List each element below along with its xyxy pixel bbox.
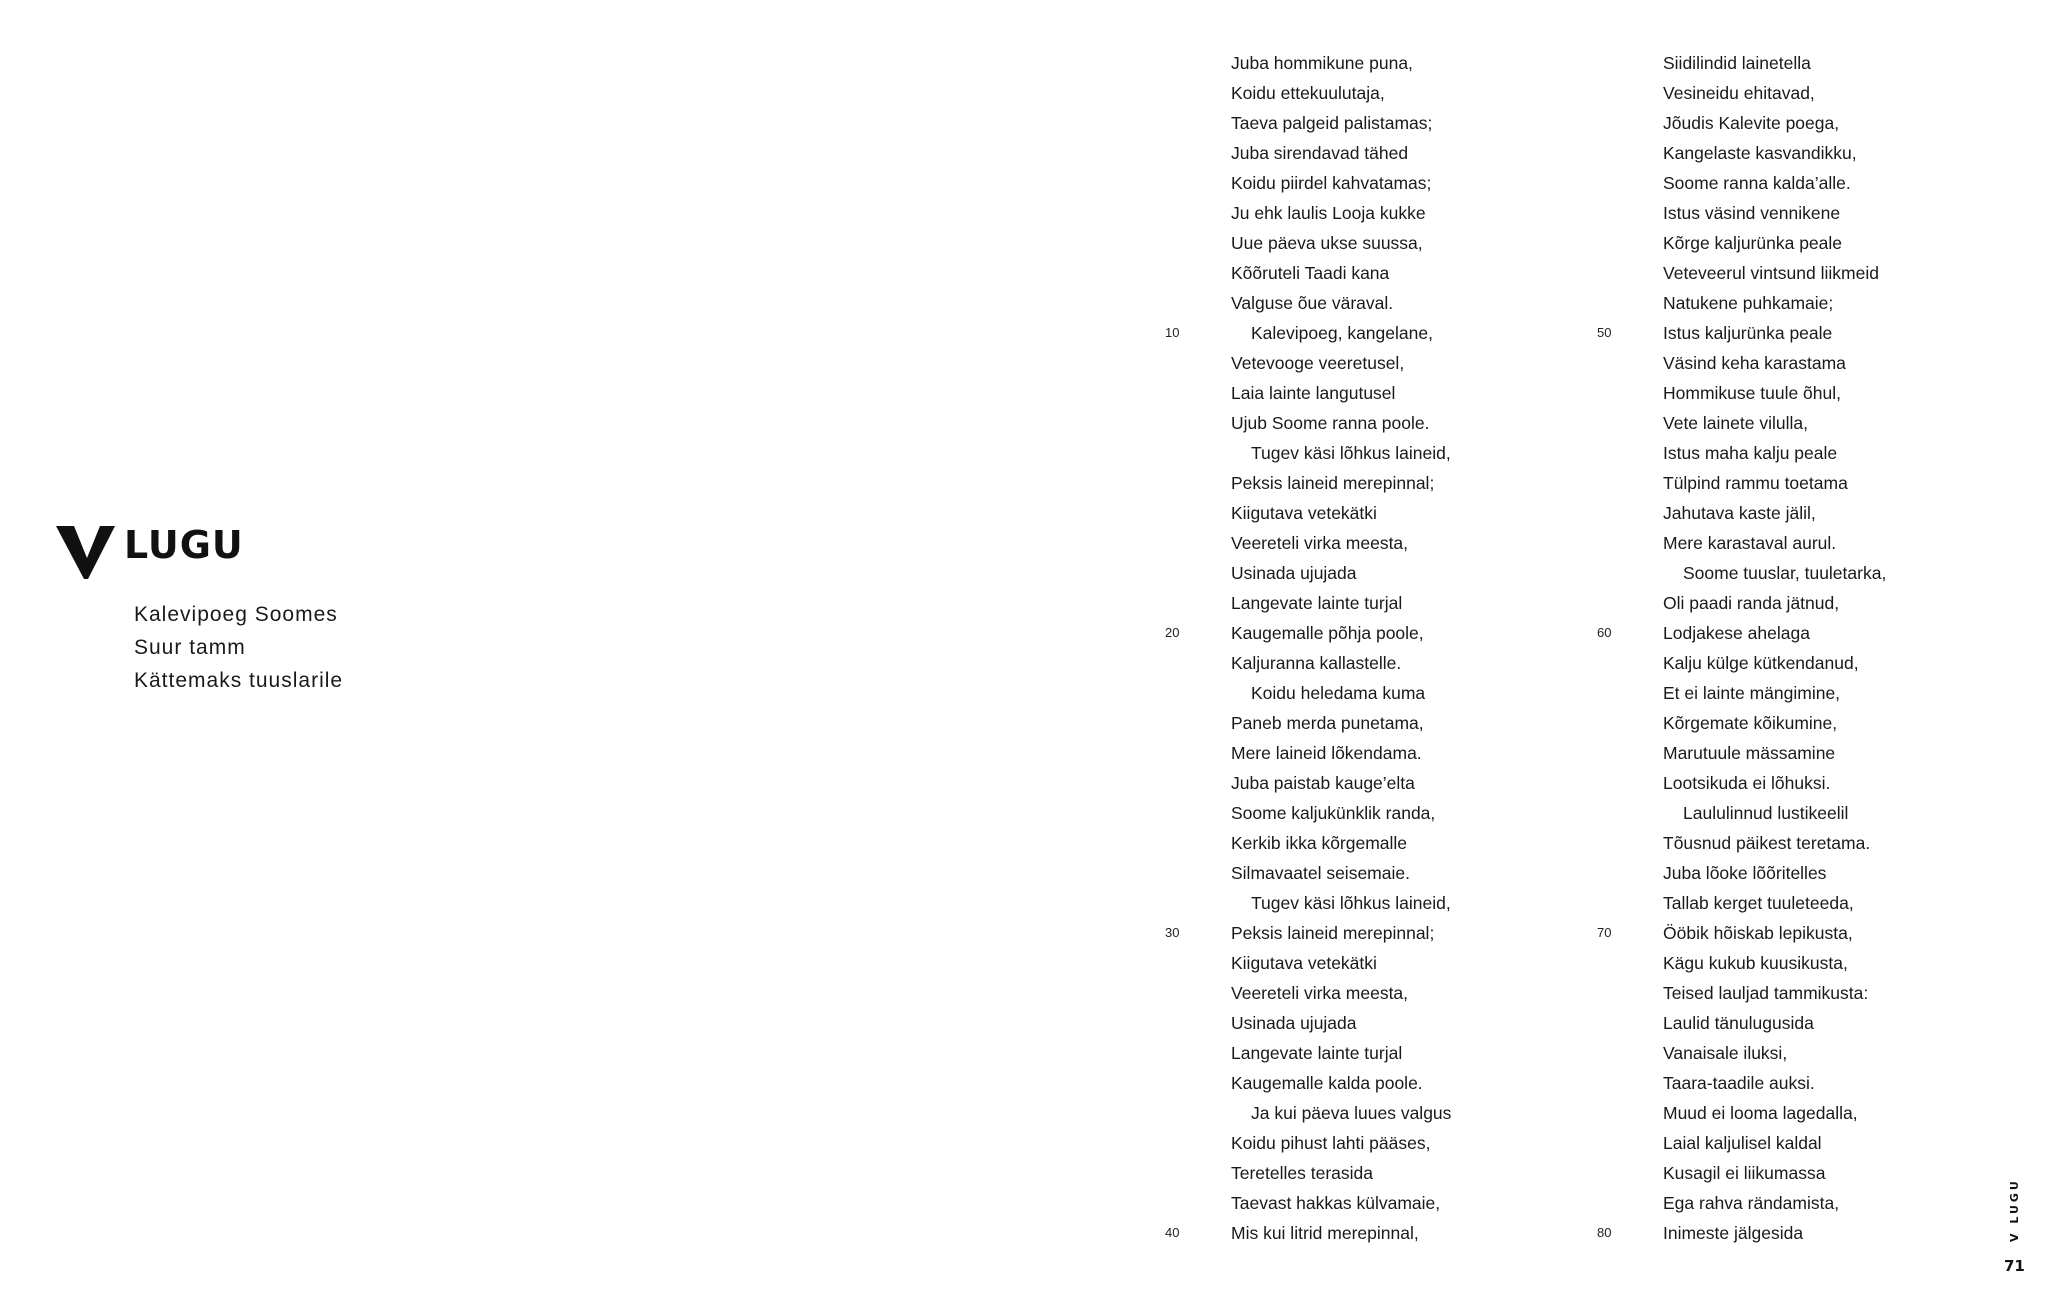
verse-text: Taeva palgeid palistamas; (1231, 113, 1433, 133)
verse-line (1663, 1158, 1963, 1188)
verse-line (1663, 1008, 1963, 1038)
verse-line (1231, 228, 1531, 258)
verse-line (1231, 1008, 1531, 1038)
verse-text: Veereteli virka meesta, (1231, 533, 1409, 553)
verse-line (1663, 888, 1963, 918)
verse-text: Kaugemalle põhja poole, (1231, 623, 1424, 643)
page-number: 71 (2004, 1257, 2025, 1275)
verse-text: Mere karastaval aurul. (1663, 533, 1837, 553)
verse-column-left (1165, 48, 1531, 1248)
verse-column-right (1597, 48, 1963, 1248)
verse-text: Lodjakese ahelaga (1663, 623, 1810, 643)
verse-text: Kangelaste kasvandikku, (1663, 143, 1857, 163)
verse-line (1231, 198, 1531, 228)
verse-text: Vete lainete vilulla, (1663, 413, 1808, 433)
verse-line (1231, 1068, 1531, 1098)
verse-text: Langevate lainte turjal (1231, 1043, 1403, 1063)
verse-line (1231, 978, 1531, 1008)
chapter-title (56, 524, 244, 582)
verse-line (1231, 678, 1531, 708)
verse-line (1231, 438, 1531, 468)
verse-line (1231, 528, 1531, 558)
verse-line (1663, 468, 1963, 498)
line-number: 10 (1165, 325, 1180, 340)
verse-text: Paneb merda punetama, (1231, 713, 1424, 733)
verse-line (1231, 348, 1531, 378)
verse-line (1663, 1038, 1963, 1068)
verse-text: Soome ranna kalda’alle. (1663, 173, 1851, 193)
verse-text: Silmavaatel seisemaie. (1231, 863, 1410, 883)
verse-text: Valguse õue väraval. (1231, 293, 1394, 313)
verse-text: Laulid tänulugusida (1663, 1013, 1814, 1033)
verse-text: Laululinnud lustikeelil (1683, 803, 1849, 823)
verse-text: Juba lõoke lõõritelles (1663, 863, 1827, 883)
verse-line (1231, 408, 1531, 438)
verse-line (1663, 828, 1963, 858)
verse-text: Ega rahva rändamista, (1663, 1193, 1840, 1213)
verse-line (1663, 1188, 1963, 1218)
verse-line (1663, 48, 1963, 78)
verse-line (1663, 768, 1963, 798)
verse-text: Juba sirendavad tähed (1231, 143, 1409, 163)
verse-text: Kõõruteli Taadi kana (1231, 263, 1390, 283)
verse-line (1231, 258, 1531, 288)
verse-line (1663, 558, 1963, 588)
verse-line (1597, 318, 1963, 348)
verse-text: Lootsikuda ei lõhuksi. (1663, 773, 1831, 793)
verse-line (1663, 678, 1963, 708)
verse-line (1663, 378, 1963, 408)
verse-text: Juba paistab kauge’elta (1231, 773, 1415, 793)
verse-text: Inimeste jälgesida (1663, 1223, 1804, 1243)
verse-text: Tõusnud päikest teretama. (1663, 833, 1871, 853)
verse-line (1231, 168, 1531, 198)
verse-line (1663, 288, 1963, 318)
verse-line (1231, 1098, 1531, 1128)
verse-line (1597, 918, 1963, 948)
verse-text: Vanaisale iluksi, (1663, 1043, 1788, 1063)
verse-text: Peksis laineid merepinnal; (1231, 923, 1435, 943)
verse-line (1663, 228, 1963, 258)
verse-text: Kalju külge kütkendanud, (1663, 653, 1859, 673)
verse-text: Istus maha kalju peale (1663, 443, 1838, 463)
verse-text: Hommikuse tuule õhul, (1663, 383, 1841, 403)
verse-line (1231, 378, 1531, 408)
verse-line (1231, 888, 1531, 918)
verse-text: Peksis laineid merepinnal; (1231, 473, 1435, 493)
verse-line (1231, 78, 1531, 108)
verse-line (1663, 1128, 1963, 1158)
verse-text: Kaugemalle kalda poole. (1231, 1073, 1423, 1093)
verse-line (1231, 1158, 1531, 1188)
verse-line (1663, 108, 1963, 138)
verse-line (1231, 48, 1531, 78)
verse-line (1663, 978, 1963, 1008)
verse-text: Teised lauljad tammikusta: (1663, 983, 1869, 1003)
chapter-word: LUGU (124, 523, 244, 567)
verse-line (1165, 1218, 1531, 1248)
verse-line (1231, 558, 1531, 588)
verse-line (1231, 708, 1531, 738)
verse-text: Kusagil ei liikumassa (1663, 1163, 1826, 1183)
verse-text: Jõudis Kalevite poega, (1663, 113, 1840, 133)
verse-line (1231, 108, 1531, 138)
verse-line (1231, 138, 1531, 168)
verse-text: Usinada ujujada (1231, 563, 1357, 583)
verse-line (1663, 348, 1963, 378)
verse-line (1663, 948, 1963, 978)
verse-line (1231, 468, 1531, 498)
verse-line (1663, 138, 1963, 168)
verse-text: Tülpind rammu toetama (1663, 473, 1848, 493)
verse-line (1663, 528, 1963, 558)
verse-text: Kägu kukub kuusikusta, (1663, 953, 1848, 973)
verse-line (1231, 1038, 1531, 1068)
verse-text: Tugev käsi lõhkus laineid, (1251, 893, 1451, 913)
verse-line (1663, 168, 1963, 198)
verse-text: Ujub Soome ranna poole. (1231, 413, 1430, 433)
line-number: 70 (1597, 925, 1612, 940)
verse-text: Kiigutava vetekätki (1231, 503, 1377, 523)
verse-line (1231, 1128, 1531, 1158)
verse-line (1663, 78, 1963, 108)
verse-line (1663, 798, 1963, 828)
verse-line (1597, 1218, 1963, 1248)
verse-text: Et ei lainte mängimine, (1663, 683, 1841, 703)
verse-text: Soome kaljukünklik randa, (1231, 803, 1436, 823)
verse-text: Kõrge kaljurünka peale (1663, 233, 1843, 253)
line-number: 80 (1597, 1225, 1612, 1240)
verse-line (1231, 768, 1531, 798)
verse-text: Ja kui päeva luues valgus (1251, 1103, 1452, 1123)
running-head-text: V LUGU (2008, 1178, 2021, 1242)
verse-line (1231, 948, 1531, 978)
verse-line (1663, 438, 1963, 468)
verse-text: Koidu pihust lahti pääses, (1231, 1133, 1431, 1153)
verse-text: Usinada ujujada (1231, 1013, 1357, 1033)
subtitle-3: Kättemaks tuuslarile (134, 669, 344, 692)
verse-text: Muud ei looma lagedalla, (1663, 1103, 1858, 1123)
verse-line (1231, 858, 1531, 888)
verse-text: Kaljuranna kallastelle. (1231, 653, 1402, 673)
verse-text: Koidu heledama kuma (1251, 683, 1426, 703)
verse-text: Taara-taadile auksi. (1663, 1073, 1815, 1093)
verse-line (1231, 498, 1531, 528)
verse-line (1597, 618, 1963, 648)
roman-numeral-v-icon (56, 524, 116, 580)
verse-text: Ju ehk laulis Looja kukke (1231, 203, 1426, 223)
verse-text: Vetevooge veeretusel, (1231, 353, 1405, 373)
subtitle-1: Kalevipoeg Soomes (134, 603, 338, 626)
verse-text: Tallab kerget tuuleteeda, (1663, 893, 1854, 913)
verse-text: Koidu piirdel kahvatamas; (1231, 173, 1432, 193)
verse-text: Kiigutava vetekätki (1231, 953, 1377, 973)
verse-text: Soome tuuslar, tuuletarka, (1683, 563, 1887, 583)
verse-text: Uue päeva ukse suussa, (1231, 233, 1423, 253)
line-number: 50 (1597, 325, 1612, 340)
verse-line (1231, 1188, 1531, 1218)
verse-text: Marutuule mässamine (1663, 743, 1836, 763)
verse-line (1663, 258, 1963, 288)
subtitle-2: Suur tamm (134, 636, 246, 659)
line-number: 30 (1165, 925, 1180, 940)
verse-line (1663, 708, 1963, 738)
running-head (1998, 1178, 2038, 1244)
verse-text: Laia lainte langutusel (1231, 383, 1396, 403)
verse-line (1663, 198, 1963, 228)
verse-text: Laial kaljulisel kaldal (1663, 1133, 1822, 1153)
line-number: 20 (1165, 625, 1180, 640)
verse-text: Jahutava kaste jälil, (1663, 503, 1816, 523)
verse-text: Vesineidu ehitavad, (1663, 83, 1815, 103)
verse-line (1165, 618, 1531, 648)
verse-line (1663, 738, 1963, 768)
verse-line (1663, 1098, 1963, 1128)
verse-text: Natukene puhkamaie; (1663, 293, 1834, 313)
verse-line (1663, 1068, 1963, 1098)
verse-text: Kerkib ikka kõrgemalle (1231, 833, 1408, 853)
verse-text: Kalevipoeg, kangelane, (1251, 323, 1433, 343)
verse-line (1231, 588, 1531, 618)
verse-text: Väsind keha karastama (1663, 353, 1846, 373)
verse-text: Teretelles terasida (1231, 1163, 1374, 1183)
verse-line (1231, 288, 1531, 318)
verse-text: Ööbik hõiskab lepikusta, (1663, 923, 1853, 943)
verse-text: Tugev käsi lõhkus laineid, (1251, 443, 1451, 463)
verse-line (1231, 738, 1531, 768)
verse-line (1165, 918, 1531, 948)
verse-text: Taevast hakkas külvamaie, (1231, 1193, 1441, 1213)
verse-text: Langevate lainte turjal (1231, 593, 1403, 613)
verse-line (1231, 648, 1531, 678)
verse-line (1663, 648, 1963, 678)
verse-text: Kõrgemate kõikumine, (1663, 713, 1838, 733)
verse-text: Oli paadi randa jätnud, (1663, 593, 1840, 613)
verse-line (1663, 858, 1963, 888)
verse-line (1663, 408, 1963, 438)
verse-text: Veteveerul vintsund liikmeid (1663, 263, 1879, 283)
verse-text: Istus väsind vennikene (1663, 203, 1841, 223)
verse-line (1663, 588, 1963, 618)
verse-text: Mis kui litrid merepinnal, (1231, 1223, 1419, 1243)
verse-text: Siidilindid lainetella (1663, 53, 1811, 73)
verse-line (1663, 498, 1963, 528)
verse-text: Koidu ettekuulutaja, (1231, 83, 1385, 103)
verse-text: Veereteli virka meesta, (1231, 983, 1409, 1003)
verse-text: Istus kaljurünka peale (1663, 323, 1833, 343)
verse-line (1231, 798, 1531, 828)
line-number: 60 (1597, 625, 1612, 640)
line-number: 40 (1165, 1225, 1180, 1240)
verse-text: Mere laineid lõkendama. (1231, 743, 1422, 763)
verse-line (1231, 828, 1531, 858)
chapter-subtitles (134, 598, 343, 697)
verse-text: Juba hommikune puna, (1231, 53, 1413, 73)
verse-line (1165, 318, 1531, 348)
